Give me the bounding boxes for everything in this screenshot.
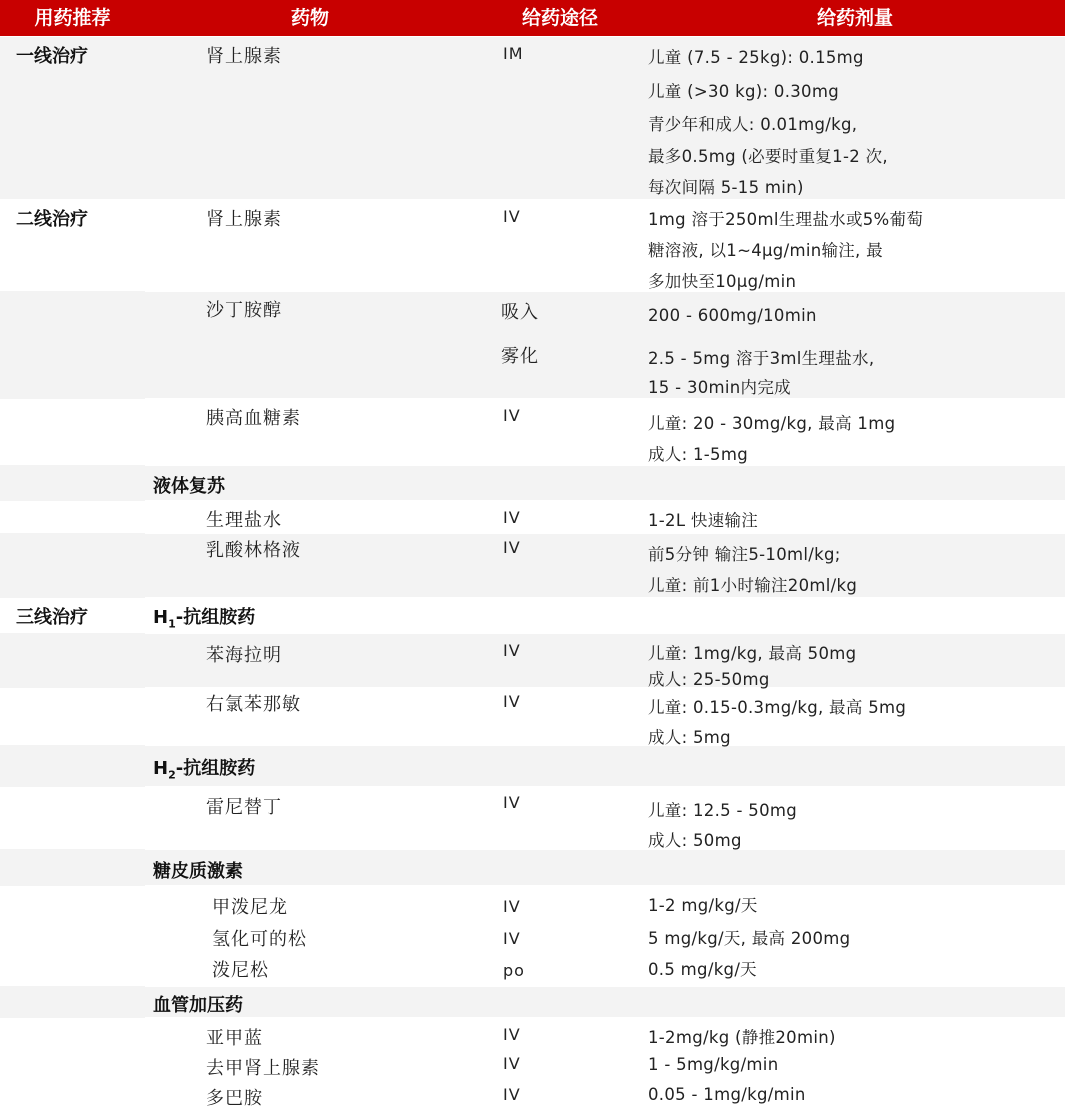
route: IV — [503, 1085, 521, 1104]
drug-name: 泼尼松 — [212, 960, 269, 981]
dose-line: 儿童: 20 - 30mg/kg, 最高 1mg — [648, 414, 896, 433]
row-band — [0, 787, 1065, 849]
drug-name: 胰高血糖素 — [206, 408, 301, 429]
dose-line: 多加快至10μg/min — [648, 272, 797, 291]
dose-line: 1-2mg/kg (静推20min) — [648, 1028, 836, 1047]
row-divider — [145, 687, 1065, 689]
row-band — [0, 399, 1065, 465]
route: IV — [503, 897, 521, 916]
dose-line: 前5分钟 输注5-10ml/kg; — [648, 545, 841, 564]
dose-line: 成人: 50mg — [648, 831, 742, 850]
dose-line: 成人: 1-5mg — [648, 445, 748, 464]
dose-line: 200 - 600mg/10min — [648, 306, 817, 325]
drug-name: 苯海拉明 — [206, 645, 282, 666]
row-divider — [145, 597, 1065, 599]
route: IV — [503, 207, 521, 226]
dose-line: 儿童: 12.5 - 50mg — [648, 801, 798, 820]
category-h2-antihistamine: $H_2-$抗组胺药 — [153, 758, 256, 782]
tier-second-line: 二线治疗 — [16, 209, 88, 230]
row-divider — [145, 1017, 1065, 1019]
row-band — [0, 533, 1065, 598]
dose-line: 1mg 溶于250ml生理盐水或5%葡萄 — [648, 210, 924, 229]
drug-name: 生理盐水 — [206, 510, 282, 531]
tier-first-line: 一线治疗 — [16, 46, 88, 67]
drug-name: 雷尼替丁 — [206, 797, 282, 818]
drug-name: 肾上腺素 — [206, 209, 282, 230]
category-fluid-resuscitation: 液体复苏 — [153, 476, 225, 497]
dose-line: 儿童 (7.5 - 25kg): 0.15mg — [648, 48, 864, 67]
dose-line: 青少年和成人: 0.01mg/kg, — [648, 115, 858, 134]
row-band — [0, 501, 1065, 533]
row-divider — [145, 632, 1065, 634]
dose-line: 5 mg/kg/天, 最高 200mg — [648, 929, 851, 948]
route: IV — [503, 929, 521, 948]
dose-line: 0.5 mg/kg/天 — [648, 960, 757, 979]
dose-line: 糖溶液, 以1~4μg/min输注, 最 — [648, 241, 883, 260]
drug-name: 多巴胺 — [206, 1088, 263, 1109]
drug-name: 甲泼尼龙 — [212, 897, 288, 918]
row-divider — [145, 848, 1065, 850]
row-divider — [145, 290, 1065, 292]
drug-name: 氢化可的松 — [212, 929, 307, 950]
row-divider — [145, 464, 1065, 466]
row-divider — [145, 532, 1065, 534]
dose-line: 1-2L 快速输注 — [648, 511, 759, 530]
dose-line: 儿童: 0.15-0.3mg/kg, 最高 5mg — [648, 698, 907, 717]
row-band — [0, 37, 1065, 199]
drug-name: 右氯苯那敏 — [206, 694, 301, 715]
dose-line: 儿童: 前1小时输注20ml/kg — [648, 576, 858, 595]
route: po — [503, 961, 525, 980]
route: 吸入 — [501, 302, 539, 323]
dose-line: 最多0.5mg (必要时重复1-2 次, — [648, 147, 888, 166]
category-h1-antihistamine: $H_1-$抗组胺药 — [153, 607, 256, 631]
row-divider — [145, 786, 1065, 788]
route: IV — [503, 406, 521, 425]
row-divider — [145, 500, 1065, 502]
row-divider — [145, 885, 1065, 887]
column-header-drug: 药物 — [145, 0, 475, 36]
route: IV — [503, 1054, 521, 1073]
dose-line: 每次间隔 5-15 min) — [648, 178, 804, 197]
dose-line: 0.05 - 1mg/kg/min — [648, 1085, 806, 1104]
column-header-route: 给药途径 — [475, 0, 645, 36]
row-band — [0, 633, 1065, 688]
drug-name: 去甲肾上腺素 — [206, 1058, 320, 1079]
column-header-dose: 给药剂量 — [645, 0, 1065, 36]
drug-name: 肾上腺素 — [206, 46, 282, 67]
drug-name: 亚甲蓝 — [206, 1028, 263, 1049]
row-band — [0, 1018, 1065, 1112]
route: IV — [503, 641, 521, 660]
row-divider — [145, 744, 1065, 746]
dose-line: 1-2 mg/kg/天 — [648, 896, 758, 915]
dose-line: 成人: 25-50mg — [648, 670, 770, 689]
row-divider — [145, 398, 1065, 400]
drug-name: 乳酸林格液 — [206, 540, 301, 561]
dose-line: 儿童 (>30 kg): 0.30mg — [648, 82, 840, 101]
route: IM — [503, 44, 524, 63]
dose-line: 儿童: 1mg/kg, 最高 50mg — [648, 644, 857, 663]
category-glucocorticoid: 糖皮质激素 — [153, 861, 243, 882]
route: 雾化 — [501, 346, 539, 367]
category-vasopressor: 血管加压药 — [153, 995, 243, 1016]
dose-line: 2.5 - 5mg 溶于3ml生理盐水, — [648, 349, 875, 368]
route: IV — [503, 1025, 521, 1044]
route: IV — [503, 538, 521, 557]
dose-line: 成人: 5mg — [648, 728, 731, 747]
row-divider — [145, 985, 1065, 987]
route: IV — [503, 793, 521, 812]
drug-name: 沙丁胺醇 — [206, 300, 282, 321]
tier-third-line: 三线治疗 — [16, 607, 88, 628]
row-band — [0, 886, 1065, 986]
column-header-recommendation: 用药推荐 — [0, 0, 145, 36]
route: IV — [503, 692, 521, 711]
dose-line: 15 - 30min内完成 — [648, 378, 791, 397]
dose-line: 1 - 5mg/kg/min — [648, 1055, 779, 1074]
route: IV — [503, 508, 521, 527]
